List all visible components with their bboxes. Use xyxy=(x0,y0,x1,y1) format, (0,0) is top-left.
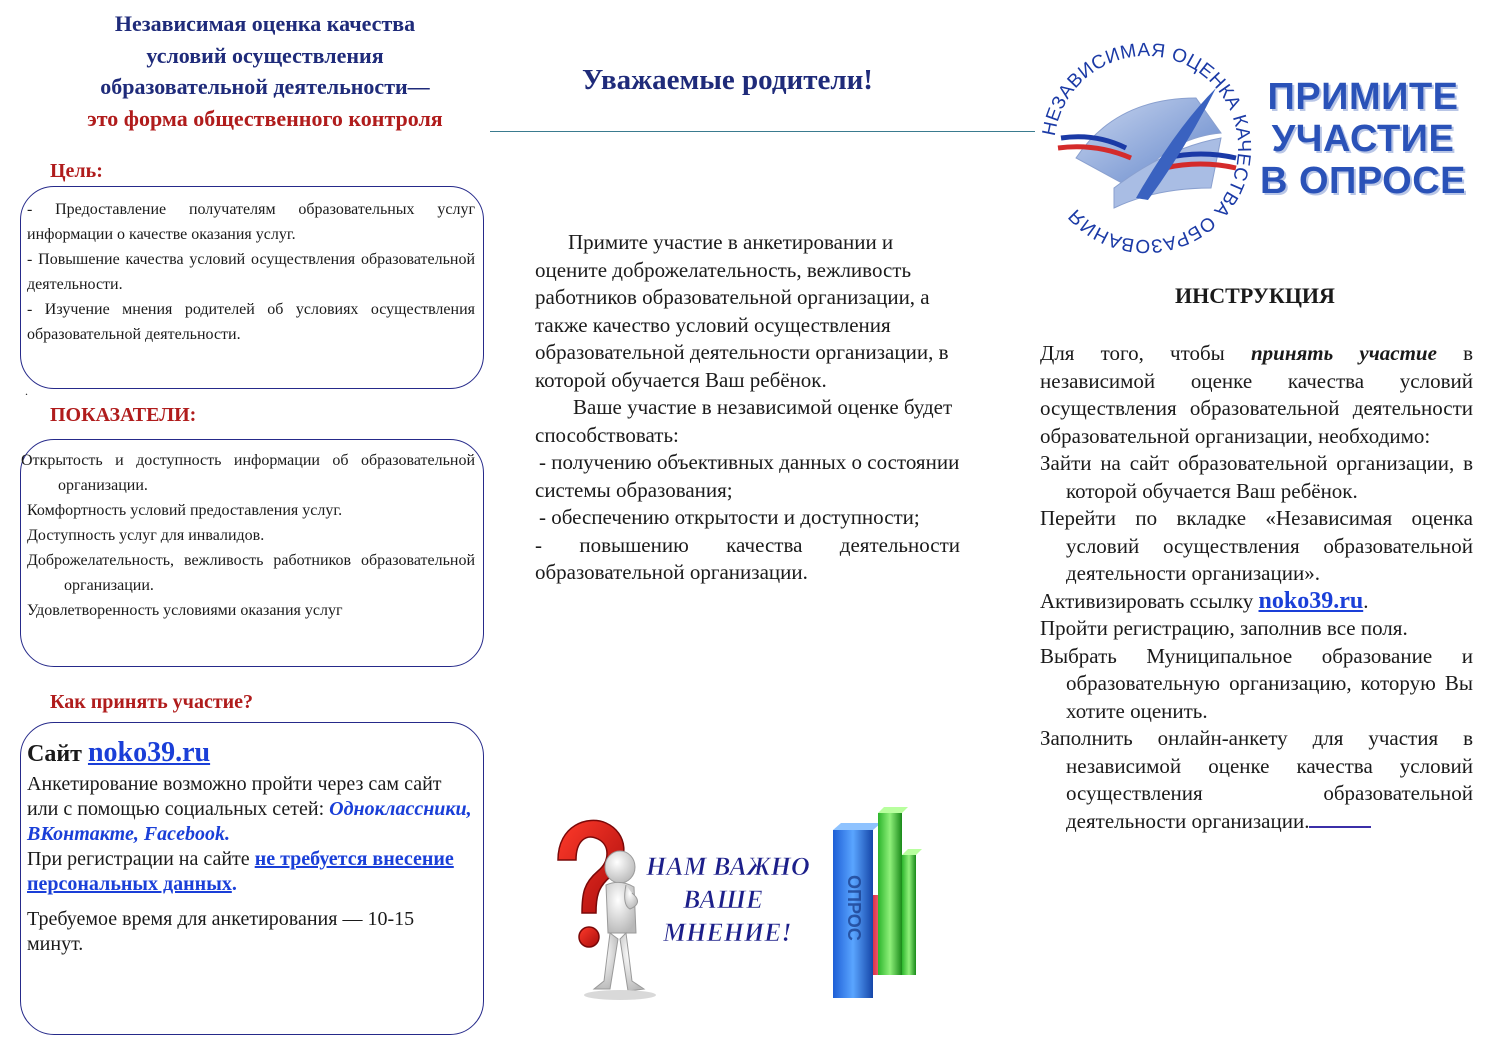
site-link[interactable]: noko39.ru xyxy=(87,737,211,768)
cta-line-2: УЧАСТИЕ xyxy=(1271,118,1455,160)
noko-logo xyxy=(1036,38,1256,258)
goal-box xyxy=(20,186,484,389)
site-line xyxy=(27,735,473,772)
no-personal-data-link[interactable]: не требуется внесение персональных данных xyxy=(27,848,454,895)
instruction-step: Зайти на сайт образовательной организации, в которой обучается Ваш ребёнок. xyxy=(1040,451,1473,503)
instruction-step-last xyxy=(1040,725,1473,835)
registration-text: При регистрации на сайте xyxy=(27,848,250,870)
indicators-box xyxy=(20,439,484,667)
logo-emblem-icon xyxy=(1058,88,1236,208)
intro-after: в независимой оценке качества условий осуществления образовательной деятельности образовательной организации, необходимо: xyxy=(1040,341,1473,448)
stray-dot: . xyxy=(25,384,28,398)
middle-bullet: - повышению качества деятельности образовательной организации. xyxy=(535,532,960,584)
middle-bullet: - обеспечению открытости и доступности; xyxy=(539,505,920,529)
site-prefix: Сайт xyxy=(27,741,82,767)
left-title-line-4: это форма общественного контроля xyxy=(87,105,443,131)
middle-para-1: Примите участие в анкетировании и оцените доброжелательность, вежливость работников образовательной организации, а также качество условий осуществления образовательной деятельности организации, в которой обучается Ваш ребёнок. xyxy=(535,230,949,392)
cta-line-3: В ОПРОСЕ xyxy=(1259,160,1467,202)
indicators-heading: ПОКАЗАТЕЛИ: xyxy=(50,404,197,426)
intro-before: Для того, чтобы xyxy=(1040,341,1225,365)
registration-period: . xyxy=(231,873,237,895)
instruction-step-text: Заполнить онлайн-анкету для участия в независимой оценке качества условий осуществления образовательной деятельности организации. xyxy=(1040,726,1473,833)
registration-paragraph xyxy=(27,847,473,897)
header-divider xyxy=(490,131,1035,132)
poster-line-3: МНЕНИЕ! xyxy=(663,918,792,947)
intro-bold: принять участие xyxy=(1250,341,1437,365)
instruction-step: Пройти регистрацию, заполнив все поля. xyxy=(1040,616,1408,640)
goal-item: - Предоставление получателям образовательных услуг информации о качестве оказания услуг. xyxy=(27,201,475,243)
noko-link[interactable]: noko39.ru xyxy=(1258,587,1364,614)
opinion-poster xyxy=(548,805,928,1005)
bar-label: ОПРОС xyxy=(844,875,864,941)
cta-line-1: ПРИМИТЕ xyxy=(1267,76,1459,118)
social-text: Анкетирование возможно пройти через сам сайт или с помощью социальных сетей: xyxy=(27,773,442,820)
indicator-item: Доступность услуг для инвалидов. xyxy=(27,527,265,544)
poster-line-2: ВАШЕ xyxy=(683,885,764,914)
middle-para-2: Ваше участие в независимой оценке будет способствовать: xyxy=(535,395,953,447)
goal-heading: Цель: xyxy=(50,160,103,182)
indicator-item: Комфортность условий предоставления услуг. xyxy=(27,502,343,519)
middle-text xyxy=(535,229,960,587)
left-title xyxy=(40,8,490,134)
bar-chart-icon xyxy=(833,807,922,998)
poster-line-1: НАМ ВАЖНО xyxy=(646,852,810,881)
instruction-intro xyxy=(1040,340,1473,450)
how-heading: Как принять участие? xyxy=(50,691,254,713)
indicator-item: Открытость и доступность информации об образовательной организации. xyxy=(21,452,475,494)
left-title-line-1: Независимая оценка качества xyxy=(114,11,416,36)
greeting: Уважаемые родители! xyxy=(582,64,873,96)
indicator-item: Доброжелательность, вежливость работников образовательной организации. xyxy=(27,552,475,594)
instruction-text xyxy=(1040,340,1473,835)
logo-ring-textpath: НЕЗАВИСИМАЯ ОЦЕНКА КАЧЕСТВА ОБРАЗОВАНИЯ xyxy=(1038,39,1255,257)
social-paragraph xyxy=(27,772,473,847)
left-title-line-2: условий осуществления xyxy=(146,42,384,68)
blank-underline xyxy=(1309,810,1371,828)
instruction-step: Выбрать Муниципальное образование и образовательную организацию, которую Вы хотите оценить. xyxy=(1040,643,1473,723)
instruction-title: ИНСТРУКЦИЯ xyxy=(1175,283,1335,308)
goal-item: - Изучение мнения родителей об условиях осуществления образовательной деятельности. xyxy=(27,301,475,343)
goal-item: - Повышение качества условий осуществления образовательной деятельности. xyxy=(27,251,475,293)
step-link-after: . xyxy=(1363,588,1369,613)
social-networks: Одноклассники, ВКонтакте, Facebook. xyxy=(27,798,472,845)
left-title-line-3: образовательной деятельности— xyxy=(100,74,430,99)
indicator-item: Удовлетворенность условиями оказания услуг xyxy=(27,602,343,619)
step-link-before: Активизировать ссылку xyxy=(1040,588,1254,613)
instruction-step-link xyxy=(1040,588,1473,616)
time-paragraph: Требуемое время для анкетирования — 10-15 минут. xyxy=(27,908,415,955)
instruction-step: Перейти по вкладке «Независимая оценка условий осуществления образовательной деятельности организации». xyxy=(1040,506,1473,585)
how-box xyxy=(20,722,484,1035)
poster-text xyxy=(645,852,810,947)
middle-bullet: - получению объективных данных о состоянии системы образования; xyxy=(535,450,960,502)
cta-heading xyxy=(1258,76,1468,202)
